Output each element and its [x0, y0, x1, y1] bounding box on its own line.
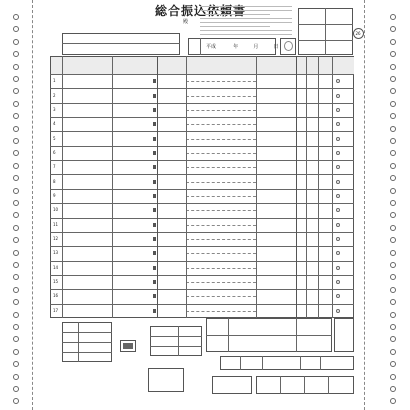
row-number: 6 — [53, 149, 56, 155]
perforation-hole — [13, 250, 19, 256]
date-day: 日 — [273, 44, 279, 50]
check-box-group — [150, 326, 202, 356]
row-number: 4 — [53, 121, 56, 127]
table-row-divider — [50, 289, 354, 290]
instruction-text-line — [200, 14, 270, 15]
instruction-text-line — [200, 22, 292, 23]
perforation-hole — [390, 262, 396, 268]
row-number: 13 — [53, 250, 59, 256]
row-name-midline — [186, 153, 256, 154]
row-name-midline — [186, 196, 256, 197]
perforation-hole — [13, 225, 19, 231]
row-name-midline — [186, 210, 256, 211]
perforation-hole — [390, 287, 396, 293]
table-row-divider — [50, 275, 354, 276]
row-circle-mark — [336, 151, 340, 155]
perforation-hole — [390, 126, 396, 132]
bank-stamp-box — [148, 368, 184, 392]
table-row-divider — [50, 218, 354, 219]
row-number: 17 — [53, 307, 59, 313]
perforation-hole — [13, 14, 19, 20]
row-number: 5 — [53, 135, 56, 141]
table-row-divider — [50, 246, 354, 247]
row-name-midline — [186, 182, 256, 183]
perforation-hole — [390, 14, 396, 20]
row-bank-mark — [153, 94, 156, 98]
row-name-midline — [186, 239, 256, 240]
row-bank-mark — [153, 294, 156, 298]
perforation-hole — [390, 374, 396, 380]
row-bank-mark — [153, 309, 156, 313]
instruction-text-line — [200, 34, 292, 35]
row-bank-mark — [153, 251, 156, 255]
perforation-hole — [13, 126, 19, 132]
table-row-divider — [50, 146, 354, 147]
perforation-hole — [390, 39, 396, 45]
row-circle-mark — [336, 180, 340, 184]
perforation-hole — [390, 163, 396, 169]
row-circle-mark — [336, 266, 340, 270]
row-number: 10 — [53, 207, 59, 213]
date-fields — [206, 45, 279, 50]
row-number: 2 — [53, 92, 56, 98]
perforation-hole — [390, 76, 396, 82]
table-row-divider — [50, 189, 354, 190]
row-number: 12 — [53, 236, 59, 242]
perforation-hole — [13, 386, 19, 392]
row-circle-mark — [336, 94, 340, 98]
row-number: 7 — [53, 164, 56, 170]
row-bank-mark — [153, 180, 156, 184]
form-title-suffix: 殿 — [183, 19, 189, 25]
perforation-hole — [13, 324, 19, 330]
perforation-hole — [13, 39, 19, 45]
row-bank-mark — [153, 266, 156, 270]
row-number: 3 — [53, 106, 56, 112]
row-name-midline — [186, 81, 256, 82]
row-number: 16 — [53, 293, 59, 299]
row-name-midline — [186, 282, 256, 283]
table-row-divider — [50, 304, 354, 305]
perforation-hole — [13, 200, 19, 206]
perforation-hole — [13, 138, 19, 144]
corner-circle-mark: 26 — [353, 28, 364, 39]
perforation-hole — [390, 312, 396, 318]
perforation-hole — [13, 312, 19, 318]
row-name-midline — [186, 124, 256, 125]
table-row-divider — [50, 117, 354, 118]
date-era: 平成 — [206, 44, 217, 50]
instruction-text-line — [200, 18, 292, 19]
perforation-hole — [13, 163, 19, 169]
row-number: 9 — [53, 193, 56, 198]
row-name-midline — [186, 225, 256, 226]
perforation-hole — [390, 200, 396, 206]
row-name-midline — [186, 268, 256, 269]
payer-info-box — [62, 33, 180, 55]
row-bank-mark — [153, 79, 156, 83]
perforation-hole — [390, 64, 396, 70]
perforation-hole — [390, 188, 396, 194]
perforation-hole — [13, 64, 19, 70]
form-title-text: 総合振込依頼書 — [155, 4, 247, 18]
row-number: 14 — [53, 264, 59, 270]
row-name-midline — [186, 253, 256, 254]
row-bank-mark — [153, 108, 156, 112]
instruction-text-line — [200, 26, 270, 27]
table-row-divider — [50, 160, 354, 161]
perforation-hole — [390, 324, 396, 330]
perforation-hole — [13, 188, 19, 194]
row-number: 15 — [53, 279, 59, 285]
seal-boxes — [256, 376, 354, 394]
perforation-hole — [390, 138, 396, 144]
perforation-hole — [13, 101, 19, 107]
perforation-hole — [13, 349, 19, 355]
row-name-midline — [186, 139, 256, 140]
row-bank-mark — [153, 194, 156, 198]
perforation-hole — [390, 225, 396, 231]
row-name-midline — [186, 96, 256, 97]
instruction-text-line — [200, 6, 292, 7]
stamp-box-right — [334, 318, 354, 352]
table-row-divider — [50, 103, 354, 104]
row-name-midline — [186, 296, 256, 297]
left-perforation-strip — [0, 0, 40, 410]
row-bank-mark — [153, 122, 156, 126]
table-row-divider — [50, 88, 354, 89]
row-bank-mark — [153, 151, 156, 155]
row-bank-mark — [153, 137, 156, 141]
date-month: 月 — [253, 44, 259, 50]
row-bank-mark — [153, 208, 156, 212]
row-name-midline — [186, 311, 256, 312]
row-circle-mark — [336, 108, 340, 112]
perforation-hole — [390, 101, 396, 107]
row-number: 11 — [53, 221, 59, 227]
perforation-hole — [390, 349, 396, 355]
row-name-midline — [186, 167, 256, 168]
table-row-divider — [50, 174, 354, 175]
perforation-hole — [390, 250, 396, 256]
instruction-text-line — [200, 10, 292, 11]
right-perforation-strip — [362, 0, 410, 410]
table-row-divider — [50, 131, 354, 132]
perforation-hole — [13, 374, 19, 380]
row-name-midline — [186, 110, 256, 111]
row-bank-mark — [153, 223, 156, 227]
instruction-text-line — [200, 30, 292, 31]
row-bank-mark — [153, 165, 156, 169]
table-row-divider — [50, 203, 354, 204]
table-row-divider — [50, 261, 354, 262]
perforation-hole — [13, 76, 19, 82]
row-number: 1 — [53, 78, 56, 84]
receipt-box — [212, 376, 252, 394]
row-bank-mark — [153, 237, 156, 241]
perforation-hole — [13, 262, 19, 268]
perforation-hole — [13, 287, 19, 293]
row-circle-mark — [336, 194, 340, 198]
table-row-divider — [50, 232, 354, 233]
row-number: 8 — [53, 178, 56, 184]
date-year: 年 — [233, 44, 239, 50]
row-circle-mark — [336, 309, 340, 313]
perforation-hole — [390, 386, 396, 392]
row-circle-mark — [336, 137, 340, 141]
row-circle-mark — [336, 223, 340, 227]
row-bank-mark — [153, 280, 156, 284]
